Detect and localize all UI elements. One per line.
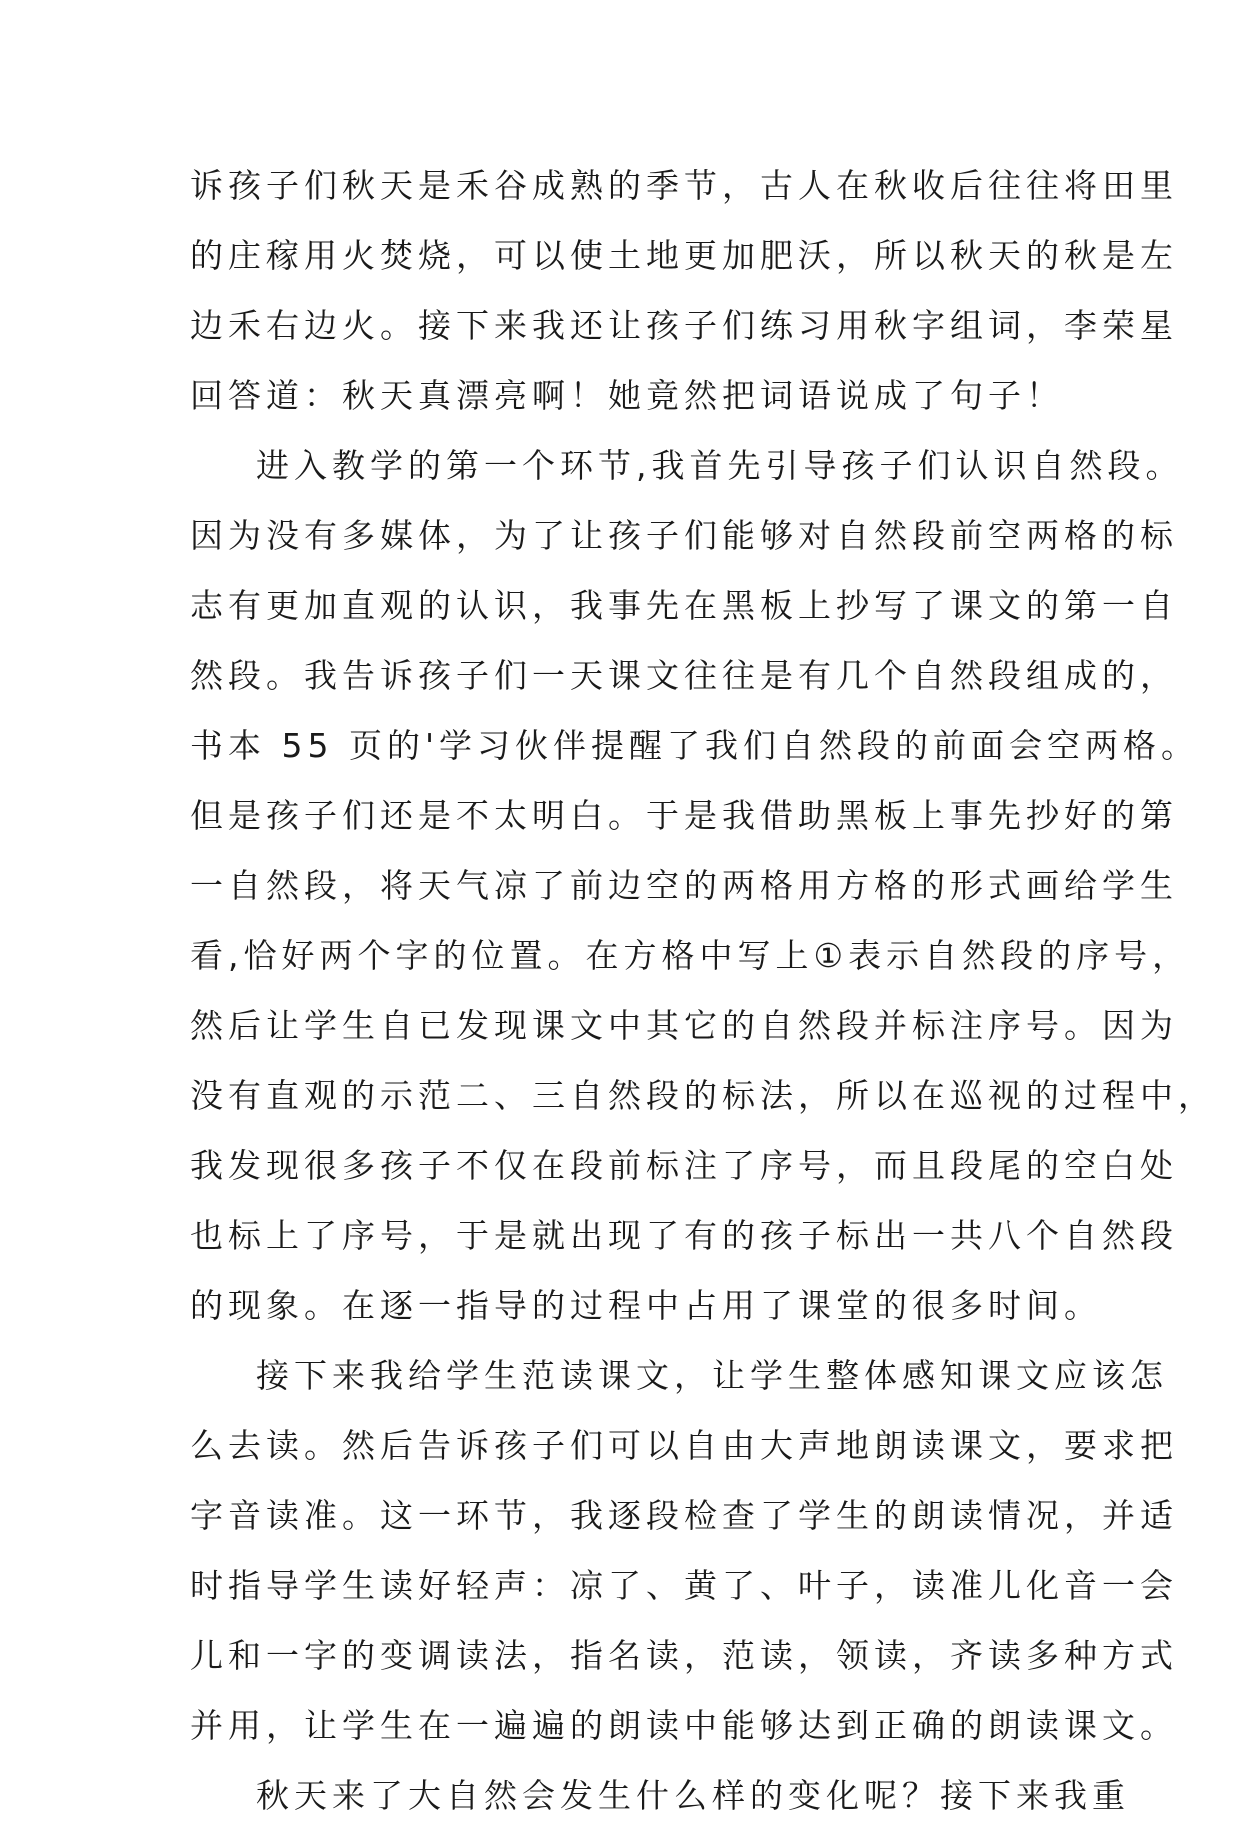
text-line: 我发现很多孩子不仅在段前标注了序号，而且段尾的空白处 bbox=[190, 1146, 1178, 1185]
text-line: 然后让学生自已发现课文中其它的自然段并标注序号。因为 bbox=[190, 1006, 1178, 1045]
text-line: 书本 55 页的'学习伙伴提醒了我们自然段的前面会空两格。 bbox=[190, 726, 1200, 765]
text-line: 回答道：秋天真漂亮啊！她竟然把词语说成了句子！ bbox=[190, 376, 1064, 415]
text-line: 但是孩子们还是不太明白。于是我借助黑板上事先抄好的第 bbox=[190, 796, 1178, 835]
text-line: 诉孩子们秋天是禾谷成熟的季节，古人在秋收后往往将田里 bbox=[190, 166, 1178, 205]
paragraph-start-line: 接下来我给学生范读课文，让学生整体感知课文应该怎 bbox=[256, 1356, 1168, 1395]
document-body bbox=[190, 160, 1216, 1840]
text-line: 的现象。在逐一指导的过程中占用了课堂的很多时间。 bbox=[190, 1286, 1102, 1325]
text-line: 看,恰好两个字的位置。在方格中写上①表示自然段的序号， bbox=[190, 936, 1191, 975]
paragraph-start-line: 秋天来了大自然会发生什么样的变化呢？接下来我重 bbox=[256, 1776, 1130, 1815]
paragraph-start-line: 进入教学的第一个环节,我首先引导孩子们认识自然段。 bbox=[256, 446, 1184, 485]
text-line: 边禾右边火。接下来我还让孩子们练习用秋字组词，李荣星 bbox=[190, 306, 1178, 345]
text-line: 也标上了序号，于是就出现了有的孩子标出一共八个自然段 bbox=[190, 1216, 1178, 1255]
text-line: 时指导学生读好轻声：凉了、黄了、叶子，读准儿化音一会 bbox=[190, 1566, 1178, 1605]
text-line: 儿和一字的变调读法，指名读，范读，领读，齐读多种方式 bbox=[190, 1636, 1178, 1675]
text-line: 因为没有多媒体，为了让孩子们能够对自然段前空两格的标 bbox=[190, 516, 1178, 555]
text-line: 一自然段，将天气凉了前边空的两格用方格的形式画给学生 bbox=[190, 866, 1178, 905]
text-line: 没有直观的示范二、三自然段的标法，所以在巡视的过程中， bbox=[190, 1076, 1216, 1115]
text-line: 字音读准。这一环节，我逐段检查了学生的朗读情况，并适 bbox=[190, 1496, 1178, 1535]
text-line: 么去读。然后告诉孩子们可以自由大声地朗读课文，要求把 bbox=[190, 1426, 1178, 1465]
text-line: 志有更加直观的认识，我事先在黑板上抄写了课文的第一自 bbox=[190, 586, 1178, 625]
text-line: 并用，让学生在一遍遍的朗读中能够达到正确的朗读课文。 bbox=[190, 1706, 1178, 1745]
text-line: 的庄稼用火焚烧，可以使土地更加肥沃，所以秋天的秋是左 bbox=[190, 236, 1178, 275]
text-line: 然段。我告诉孩子们一天课文往往是有几个自然段组成的， bbox=[190, 656, 1178, 695]
